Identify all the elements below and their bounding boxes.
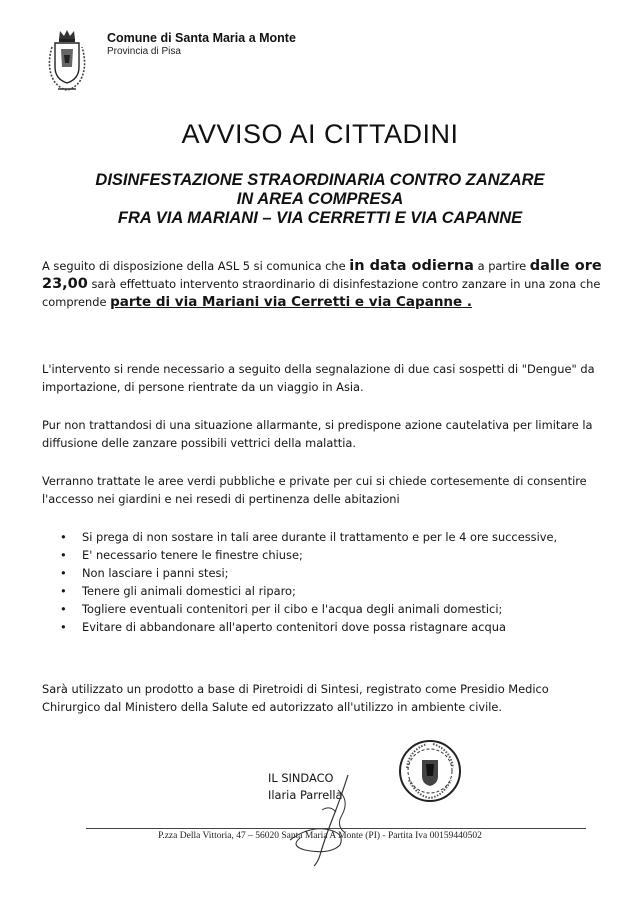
subtitle-line-3: FRA VIA MARIANI – VIA CERRETTI E VIA CAPANNE — [117, 209, 523, 227]
handwritten-signature-icon — [270, 770, 380, 870]
highlight-area: parte di via Mariani via Cerretti e via Capanne . — [110, 294, 473, 310]
text-segment: A seguito di disposizione della ASL 5 si comunica che — [42, 259, 350, 273]
subtitle-line-1: DISINFESTAZIONE STRAORDINARIA CONTRO ZANZARE — [95, 171, 545, 189]
list-item: • Tenere gli animali domestici al riparo; — [60, 582, 600, 600]
org-province: Provincia di Pisa — [107, 46, 181, 57]
highlight-time: dalle ore 23,00 — [42, 258, 602, 292]
list-item: • E' necessario tenere le finestre chiuse; — [60, 546, 600, 564]
org-name: Comune di Santa Maria a Monte — [107, 31, 296, 45]
page-title: AVVISO AI CITTADINI — [181, 119, 459, 149]
signatory-role: IL SINDACO — [268, 771, 334, 785]
text-segment: a partire — [473, 259, 530, 273]
footer-divider — [86, 828, 586, 829]
paragraph-precaution: Pur non trattandosi di una situazione allarmante, si predispone azione cautelativa per limitare la diffusione delle zanzare possibili vettrici della malattia. — [42, 418, 593, 450]
footer-address: P.zza Della Vittoria, 47 – 56020 Santa Maria A Monte (PI) - Partita Iva 00159440502 — [158, 831, 482, 841]
text-segment: sarà effettuato intervento straordinario di disinfestazione contro zanzare in una zona che comprende — [42, 277, 601, 309]
paragraph-reason: L'intervento si rende necessario a seguito della segnalazione di due casi sospetti di "Dengue" da importazione, di persone rientrate da un viaggio in Asia. — [42, 362, 595, 394]
paragraph-product: Sarà utilizzato un prodotto a base di Piretroidi di Sintesi, registrato come Presidio Medico Chirurgico dal Ministero della Salute ed autorizzato all'utilizzo in ambiente civile. — [42, 682, 549, 714]
list-item: • Togliere eventuali contenitori per il cibo e l'acqua degli animali domestici; — [60, 600, 600, 618]
municipal-crest-icon — [44, 27, 90, 95]
list-item: • Si prega di non sostare in tali aree durante il trattamento e per le 4 ore successive, — [60, 528, 600, 546]
official-stamp-icon — [397, 738, 463, 804]
paragraph-announcement — [42, 257, 602, 311]
highlight-date: in data odierna — [349, 258, 474, 274]
subtitle-line-2: IN AREA COMPRESA — [236, 190, 404, 208]
list-item: • Non lasciare i panni stesi; — [60, 564, 600, 582]
paragraph-access: Verranno trattate le aree verdi pubbliche e private per cui si chiede cortesemente di consentire l'accesso nei giardini e nei resedi di pertinenza delle abitazioni — [42, 474, 587, 506]
list-item: • Evitare di abbandonare all'aperto contenitori dove possa ristagnare acqua — [60, 618, 600, 636]
instructions-list — [60, 528, 600, 636]
signatory-name: Ilaria Parrella — [268, 788, 343, 802]
